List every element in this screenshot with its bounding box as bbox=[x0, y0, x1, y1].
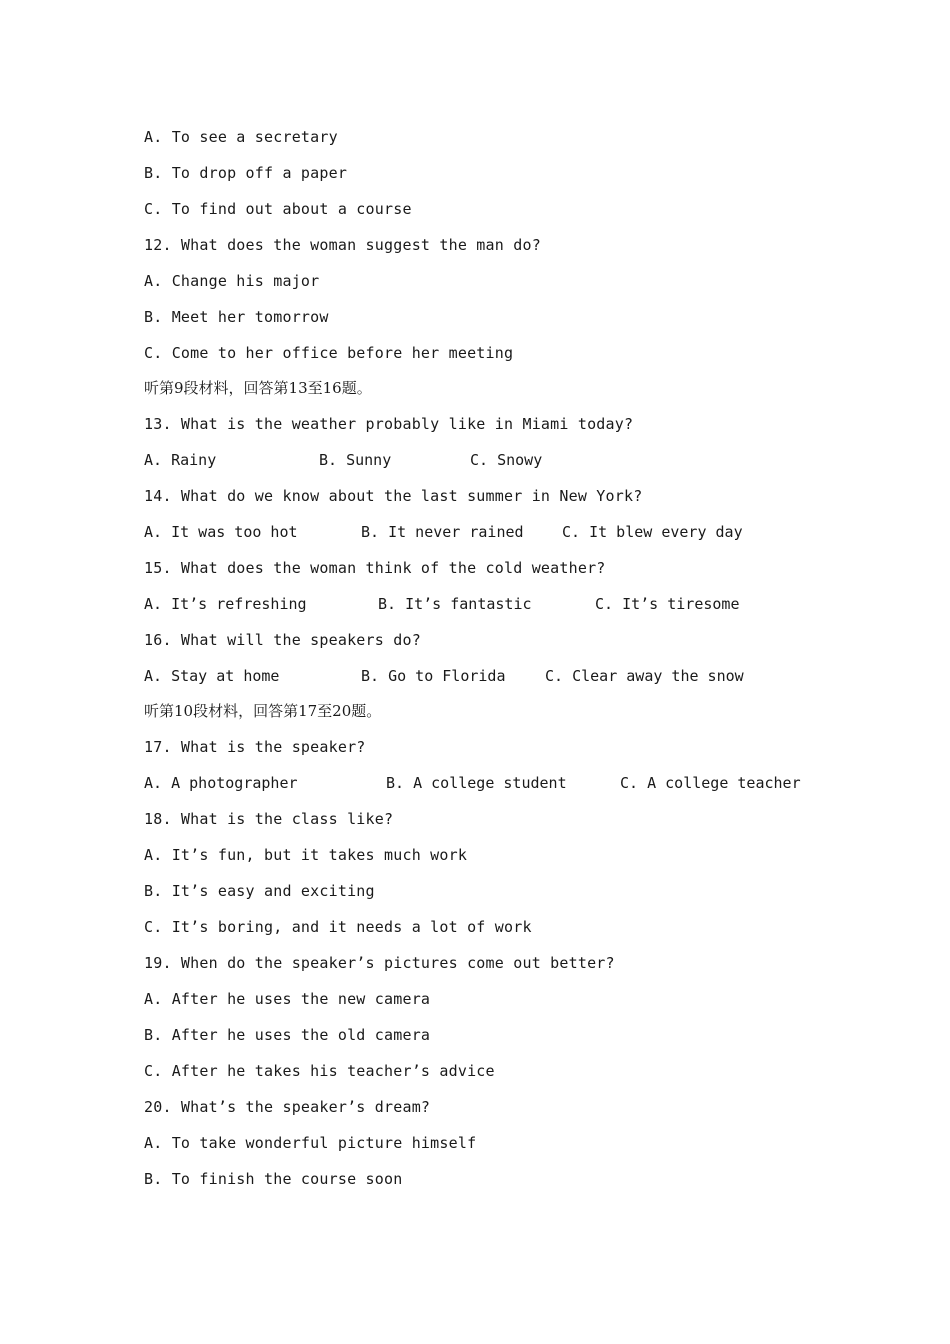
q16-option-c: C. Clear away the snow bbox=[545, 667, 744, 685]
q18-option-a: A. It’s fun, but it takes much work bbox=[144, 846, 468, 864]
q11-option-b: B. To drop off a paper bbox=[144, 164, 348, 182]
q17-option-a: A. A photographer bbox=[144, 774, 298, 792]
q14-question: 14. What do we know about the last summer in New York? bbox=[144, 487, 643, 505]
q12-option-c: C. Come to her office before her meeting bbox=[144, 344, 514, 362]
q13-options bbox=[144, 450, 844, 470]
q13-option-c: C. Snowy bbox=[470, 451, 543, 469]
q18-option-b: B. It’s easy and exciting bbox=[144, 882, 375, 900]
q19-option-b: B. After he uses the old camera bbox=[144, 1026, 431, 1044]
q20-option-a: A. To take wonderful picture himself bbox=[144, 1134, 477, 1152]
q14-option-a: A. It was too hot bbox=[144, 523, 298, 541]
q15-options bbox=[144, 594, 844, 614]
q19-question: 19. When do the speaker’s pictures come out better? bbox=[144, 954, 615, 972]
q12-option-b: B. Meet her tomorrow bbox=[144, 308, 329, 326]
q12-question: 12. What does the woman suggest the man do? bbox=[144, 236, 541, 254]
q16-question: 16. What will the speakers do? bbox=[144, 631, 421, 649]
q17-options bbox=[144, 773, 844, 793]
q17-option-c: C. A college teacher bbox=[620, 774, 801, 792]
q16-option-b: B. Go to Florida bbox=[361, 667, 506, 685]
q14-options bbox=[144, 522, 844, 542]
q16-option-a: A. Stay at home bbox=[144, 667, 280, 685]
q12-option-a: A. Change his major bbox=[144, 272, 320, 290]
q15-option-a: A. It’s refreshing bbox=[144, 595, 307, 613]
q19-option-a: A. After he uses the new camera bbox=[144, 990, 431, 1008]
q20-option-b: B. To finish the course soon bbox=[144, 1170, 403, 1188]
q18-question: 18. What is the class like? bbox=[144, 810, 394, 828]
q16-options bbox=[144, 666, 844, 686]
q13-option-a: A. Rainy bbox=[144, 451, 217, 469]
q14-option-c: C. It blew every day bbox=[562, 523, 743, 541]
q13-option-b: B. Sunny bbox=[319, 451, 392, 469]
section-9-header: 听第9段材料，回答第13至16题。 bbox=[144, 379, 372, 397]
q17-option-b: B. A college student bbox=[386, 774, 567, 792]
q13-question: 13. What is the weather probably like in Miami today? bbox=[144, 415, 634, 433]
q14-option-b: B. It never rained bbox=[361, 523, 524, 541]
q15-question: 15. What does the woman think of the cold weather? bbox=[144, 559, 606, 577]
q17-question: 17. What is the speaker? bbox=[144, 738, 366, 756]
q11-option-a: A. To see a secretary bbox=[144, 128, 338, 146]
q18-option-c: C. It’s boring, and it needs a lot of work bbox=[144, 918, 532, 936]
q19-option-c: C. After he takes his teacher’s advice bbox=[144, 1062, 495, 1080]
q20-question: 20. What’s the speaker’s dream? bbox=[144, 1098, 431, 1116]
q15-option-b: B. It’s fantastic bbox=[378, 595, 532, 613]
section-10-header: 听第10段材料，回答第17至20题。 bbox=[144, 702, 382, 720]
q11-option-c: C. To find out about a course bbox=[144, 200, 412, 218]
q15-option-c: C. It’s tiresome bbox=[595, 595, 740, 613]
